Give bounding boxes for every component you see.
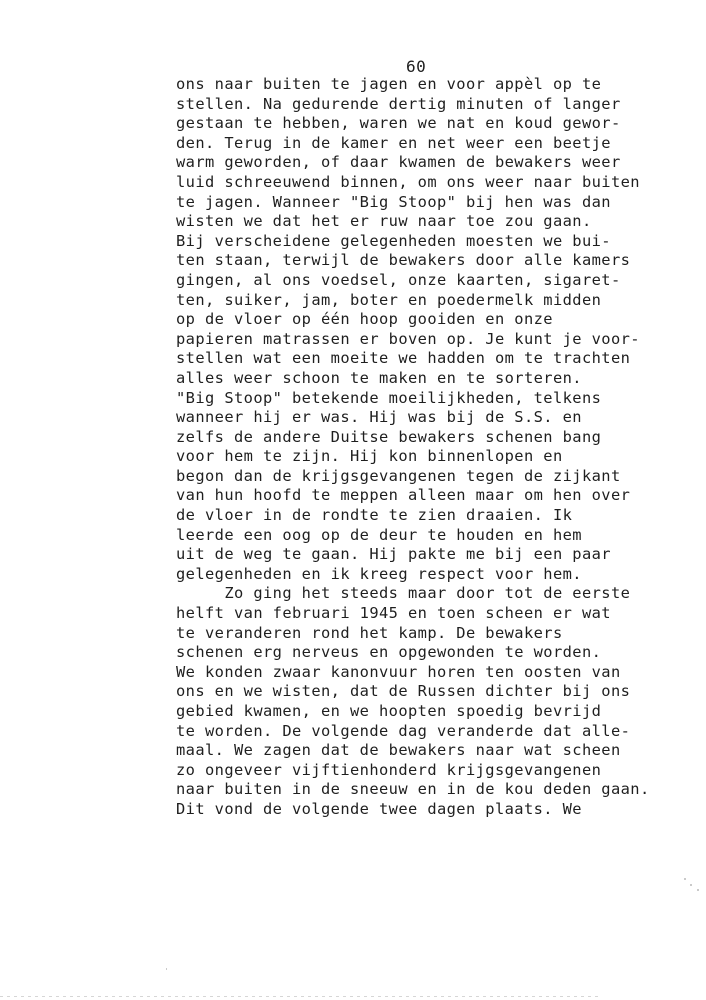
- text-line: ten staan, terwijl de bewakers door alle kamers: [176, 251, 631, 270]
- text-line: maal. We zagen dat de bewakers naar wat scheen: [176, 741, 621, 760]
- text-line: op de vloer op één hoop gooiden en onze: [176, 310, 553, 329]
- text-line: gelegenheden en ik kreeg respect voor hem.: [176, 564, 582, 583]
- scan-speck: [697, 889, 699, 891]
- text-line: Bij verscheidene gelegenheden moesten we bui-: [176, 231, 611, 250]
- text-line: helft van februari 1945 en toen scheen er wat: [176, 604, 611, 623]
- text-line: te worden. De volgende dag veranderde dat alle-: [176, 721, 631, 740]
- text-line: "Big Stoop" betekende moeilijkheden, telkens: [176, 388, 602, 407]
- text-line: zo ongeveer vijftienhonderd krijgsgevangenen: [176, 760, 602, 779]
- text-line: van hun hoofd te meppen alleen maar om hen over: [176, 486, 631, 505]
- text-line: gestaan te hebben, waren we nat en koud gewor-: [176, 114, 621, 133]
- text-line: te veranderen rond het kamp. De bewakers: [176, 623, 563, 642]
- text-line: voor hem te zijn. Hij kon binnenlopen en: [176, 447, 563, 466]
- text-line: ons naar buiten te jagen en voor appèl op te: [176, 75, 602, 93]
- text-line: begon dan de krijgsgevangenen tegen de zijkant: [176, 466, 621, 485]
- text-line: Dit vond de volgende twee dagen plaats. We: [176, 799, 582, 818]
- text-line: ons en we wisten, dat de Russen dichter bij ons: [176, 682, 631, 701]
- text-line: warm geworden, of daar kwamen de bewakers weer: [176, 153, 621, 172]
- scan-edge: [0, 996, 600, 997]
- page-number: 60: [406, 57, 427, 76]
- scan-speck: [690, 884, 692, 886]
- text-line: gebied kwamen, en we hoopten spoedig bevrijd: [176, 702, 602, 720]
- text-line: papieren matrassen er boven op. Je kunt je voor-: [176, 329, 640, 348]
- scan-speck: [166, 968, 167, 970]
- text-line: wisten we dat het er ruw naar toe zou gaan.: [176, 212, 592, 231]
- scan-speck: [684, 878, 686, 880]
- text-line: schenen erg nerveus en opgewonden te worden.: [176, 643, 602, 662]
- text-line: alles weer schoon te maken en te sorteren.: [176, 368, 582, 387]
- text-line: gingen, al ons voedsel, onze kaarten, sigaret-: [176, 270, 621, 289]
- text-line: zelfs de andere Duitse bewakers schenen bang: [176, 427, 602, 446]
- text-line: uit de weg te gaan. Hij pakte me bij een paar: [176, 545, 611, 564]
- text-line: Zo ging het steeds maar door tot de eerste: [176, 584, 631, 603]
- text-line: te jagen. Wanneer "Big Stoop" bij hen was dan: [176, 192, 611, 211]
- text-line: den. Terug in de kamer en net weer een beetje: [176, 133, 611, 152]
- text-line: leerde een oog op de deur te houden en hem: [176, 525, 582, 544]
- body-text: [176, 75, 701, 820]
- text-line: wanneer hij er was. Hij was bij de S.S. en: [176, 408, 582, 427]
- text-line: luid schreeuwend binnen, om ons weer naar buiten: [176, 172, 640, 191]
- text-line: de vloer in de rondte te zien draaien. Ik: [176, 506, 573, 525]
- text-line: stellen wat een moeite we hadden om te trachten: [176, 349, 631, 368]
- text-line: We konden zwaar kanonvuur horen ten oosten van: [176, 662, 621, 681]
- text-line: ten, suiker, jam, boter en poedermelk midden: [176, 290, 602, 309]
- text-line: naar buiten in de sneeuw en in de kou deden gaan.: [176, 780, 650, 799]
- text-line: stellen. Na gedurende dertig minuten of langer: [176, 94, 621, 113]
